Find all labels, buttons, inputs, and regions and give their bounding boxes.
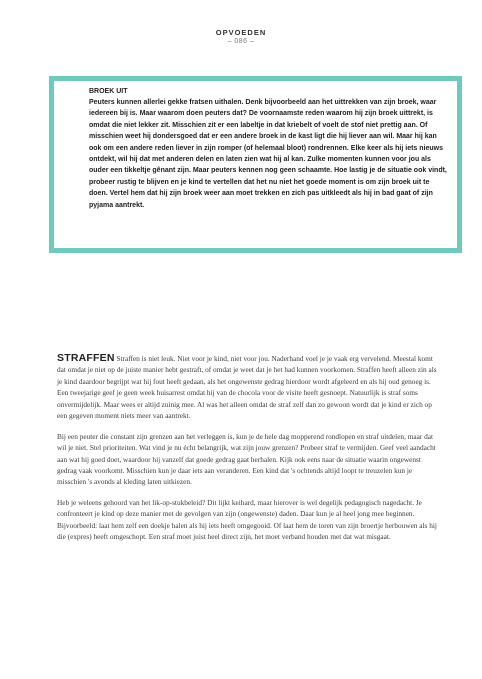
- main-text: [57, 353, 439, 552]
- paragraph-3: Heb je weleens gehoord van het lik-op-stukbeleid? Dit lijkt keihard, maar hierover is wel degelijk pedagogisch nagedacht. Je confronteert je kind op deze manier met de gevolgen van zijn (ongewenste) daden. Daar kun je al heel jong mee beginnen. Bijvoorbeeld: laat hem zelf een doekje halen als hij iets heeft omgegooid. Of laat hem de toren van zijn broertje herbouwen als hij die (expres) heeft omgeschopt. Een straf moet juist heel direct zijn, het moet verband houden met dat wat misgaat.: [57, 498, 437, 542]
- sidebar-box-content: [89, 88, 449, 211]
- paragraph-1-text: Straffen is niet leuk. Niet voor je kind, niet voor jou. Naderhand voel je je vaak erg vervelend. Meestal komt dat omdat je niet op de juiste manier hebt gestraft, of omdat je weet dat je het had kunnen voorkomen. Straffen heeft alleen zin als je kind daardoor begrijpt wat hij fout heeft gedaan, als het ongewenste gedrag hierdoor wordt afgeleerd en als hij oud genoeg is. Een tweejarige geef je geen week huisarrest omdat hij van de chocola voor de visite heeft gesnoept. Natuurlijk is straf soms onvermijdelijk. Maar wees er altijd zuinig mee. Al was het alleen omdat de straf zelf dan zo gewoon wordt dat je kind er zich op een gegeven moment niets meer van aantrekt.: [57, 354, 437, 421]
- paragraph-1: [57, 353, 439, 421]
- sidebar-box-title: BROEK UIT: [89, 88, 128, 95]
- paragraph-2: Bij een peuter die constant zijn grenzen aan het verleggen is, kun je de hele dag mopperend rondlopen en straf uitdelen, maar dat wil je niet. Stel prioriteiten. Wat vind je nu écht belangrijk, wat zijn jouw grenzen? Probeer straf te vermijden. Geef veel aandacht aan wat hij goed doet, waardoor hij vanzelf dat goede gedrag gaat herhalen. Kijk ook eens naar de situatie waarin ongewenst gedrag vaak voorkomt. Misschien kun je daar iets aan veranderen. Een kind dat 's ochtends altijd loopt te treuzelen kun je misschien 's avonds al kleding laten uitkiezen.: [57, 431, 436, 487]
- chapter-title: OPVOEDEN: [215, 28, 267, 37]
- page-number: – 086 –: [227, 38, 255, 45]
- page-header: [0, 28, 482, 45]
- sidebar-box-text: Peuters kunnen allerlei gekke fratsen uithalen. Denk bijvoorbeeld aan het uittrekken van zijn broek, waar iedereen bij is. Maar waarom doen peuters dat? De voornaamste reden waarom hij zijn broek uittrekt, is omdat die niet lekker zit. Misschien zit er een labeltje in dat kriebelt of voelt de stof niet prettig aan. Of misschien weet hij dondersgoed dat er een andere broek in de kast ligt die hij liever aan wil. Maar hij kan ook om een andere reden liever in zijn romper (of helemaal bloot) rondrennen. Elke keer als hij iets nieuws ontdekt, wil hij dat met anderen delen en laten zien wat hij al kan. Zulke momenten kunnen voor jou als ouder een tikkeltje gênant zijn. Maar peuters kennen nog geen schaamte. Hoe lastig je de situatie ook vindt, probeer rustig te blijven en je kind te vertellen dat het nu niet het goede moment is om zijn broek uit te doen. Vertel hem dat hij zijn broek weer aan moet trekken en zich pas uitkleedt als hij in bad gaat of zijn pyjama aantrekt.: [89, 99, 447, 209]
- section-heading: STRAFFEN: [57, 352, 115, 364]
- sidebar-box: [49, 76, 462, 253]
